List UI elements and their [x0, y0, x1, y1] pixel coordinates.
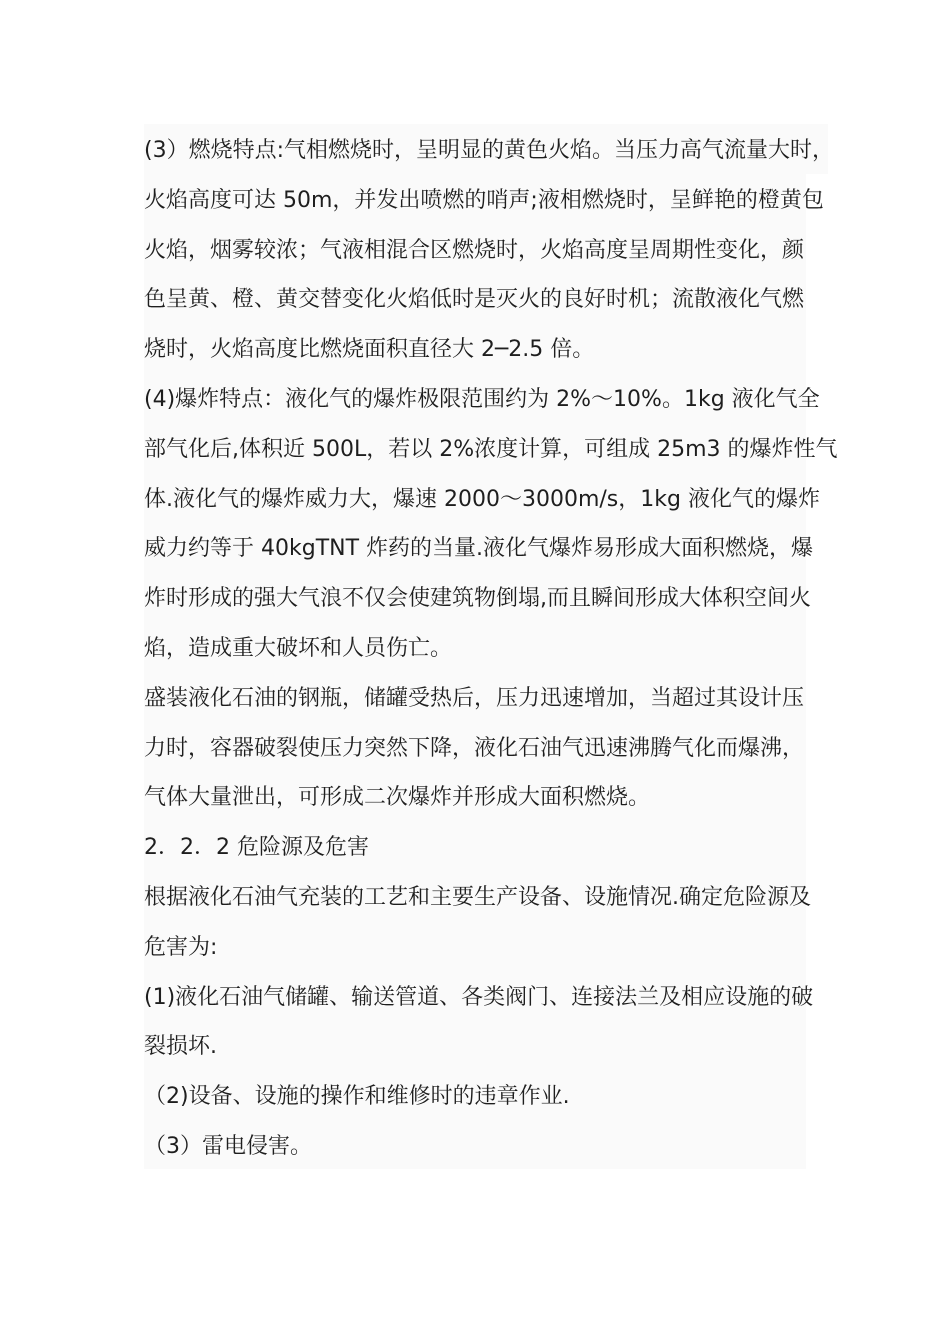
text-line: 炸时形成的强大气浪不仅会使建筑物倒塌,而且瞬间形成大体积空间火 [144, 586, 811, 612]
text-line: (3）燃烧特点:气相燃烧时，呈明显的黄色火焰。当压力高气流量大时， [144, 138, 834, 163]
text-line: 色呈黄、橙、黄交替变化火焰低时是灭火的良好时机；流散液化气燃 [144, 287, 805, 313]
section-heading: 2．2．2 危险源及危害 [144, 835, 369, 861]
text-line: （2)设备、设施的操作和维修时的违章作业. [144, 1084, 570, 1110]
text-line: 部气化后,体积近 500L，若以 2%浓度计算，可组成 25m3 的爆炸性气 [144, 436, 838, 462]
text-line: 体.液化气的爆炸威力大，爆速 2000～3000m/s，1kg 液化气的爆炸 [144, 486, 820, 512]
text-line: 烧时，火焰高度比燃烧面积直径大 2─2.5 倍。 [144, 337, 595, 363]
text-line: 根据液化石油气充装的工艺和主要生产设备、设施情况.确定危险源及 [144, 884, 811, 910]
text-line: 火焰，烟雾较浓；气液相混合区燃烧时，火焰高度呈周期性变化，颜 [144, 237, 805, 263]
text-line: 威力约等于 40kgTNT 炸药的当量.液化气爆炸易形成大面积燃烧，爆 [144, 536, 814, 562]
text-line: 危害为: [144, 934, 218, 960]
text-line: 气体大量泄出，可形成二次爆炸并形成大面积燃烧。 [144, 785, 651, 811]
text-line: （3）雷电侵害。 [144, 1133, 312, 1159]
text-line: 盛装液化石油的钢瓶，储罐受热后，压力迅速增加，当超过其设计压 [144, 685, 805, 711]
text-line: (4)爆炸特点：液化气的爆炸极限范围约为 2%～10%。1kg 液化气全 [144, 386, 820, 412]
document-body [144, 126, 838, 1172]
text-line: 裂损坏. [144, 1034, 217, 1060]
text-line: (1)液化石油气储罐、输送管道、各类阀门、连接法兰及相应设施的破 [144, 984, 814, 1010]
text-line: 力时，容器破裂使压力突然下降，液化石油气迅速沸腾气化而爆沸， [144, 735, 805, 761]
text-line: 焰，造成重大破坏和人员伤亡。 [144, 635, 453, 661]
text-line: 火焰高度可达 50m，并发出喷燃的哨声;液相燃烧时，呈鲜艳的橙黄包 [144, 187, 824, 213]
